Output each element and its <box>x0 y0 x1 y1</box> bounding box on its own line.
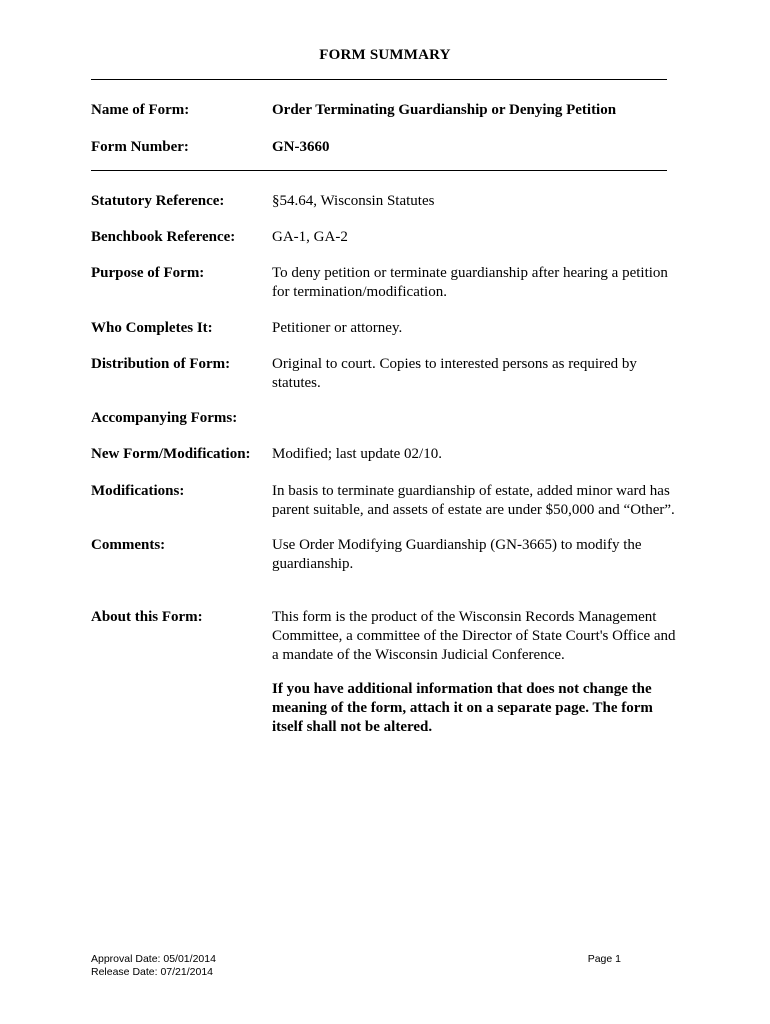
release-date: Release Date: 07/21/2014 <box>91 966 214 978</box>
benchbook-reference-value: GA-1, GA-2 <box>272 229 348 245</box>
new-form-modification-label: New Form/Modification: <box>91 446 251 462</box>
divider-middle <box>91 170 667 171</box>
divider-top <box>91 79 667 80</box>
page-title: FORM SUMMARY <box>319 47 451 63</box>
approval-date: Approval Date: 05/01/2014 <box>91 953 216 965</box>
statutory-reference-value: §54.64, Wisconsin Statutes <box>272 193 435 209</box>
about-this-form-label: About this Form: <box>91 609 203 625</box>
about-this-form-value: This form is the product of the Wisconsin Records Management Committee, a committee of the Director of State Court's Office and a mandate of the Wisconsin Judicial Conference. <box>272 609 676 663</box>
statutory-reference-label: Statutory Reference: <box>91 193 225 209</box>
alteration-notice: If you have additional information that does not change the meaning of the form, attach it on a separate page. The form itself shall not be altered. <box>272 681 653 735</box>
who-completes-it-label: Who Completes It: <box>91 320 213 336</box>
distribution-of-form-label: Distribution of Form: <box>91 356 231 372</box>
new-form-modification-value: Modified; last update 02/10. <box>272 446 442 462</box>
distribution-of-form-value: Original to court. Copies to interested persons as required by statutes. <box>272 356 637 391</box>
modifications-label: Modifications: <box>91 483 185 499</box>
page-number: Page 1 <box>587 953 621 965</box>
purpose-of-form-value: To deny petition or terminate guardianship after hearing a petition for termination/modification. <box>272 265 668 300</box>
name-of-form-value: Order Terminating Guardianship or Denying Petition <box>272 102 617 118</box>
form-number-label: Form Number: <box>91 139 189 155</box>
accompanying-forms-label: Accompanying Forms: <box>91 410 238 426</box>
form-number-value: GN-3660 <box>272 139 330 155</box>
modifications-value: In basis to terminate guardianship of estate, added minor ward has parent suitable, and assets of estate are under $50,000 and “Other”. <box>272 483 675 518</box>
purpose-of-form-label: Purpose of Form: <box>91 265 205 281</box>
comments-value: Use Order Modifying Guardianship (GN-3665) to modify the guardianship. <box>272 537 642 572</box>
comments-label: Comments: <box>91 537 166 553</box>
benchbook-reference-label: Benchbook Reference: <box>91 229 236 245</box>
name-of-form-label: Name of Form: <box>91 102 190 118</box>
who-completes-it-value: Petitioner or attorney. <box>272 320 403 336</box>
